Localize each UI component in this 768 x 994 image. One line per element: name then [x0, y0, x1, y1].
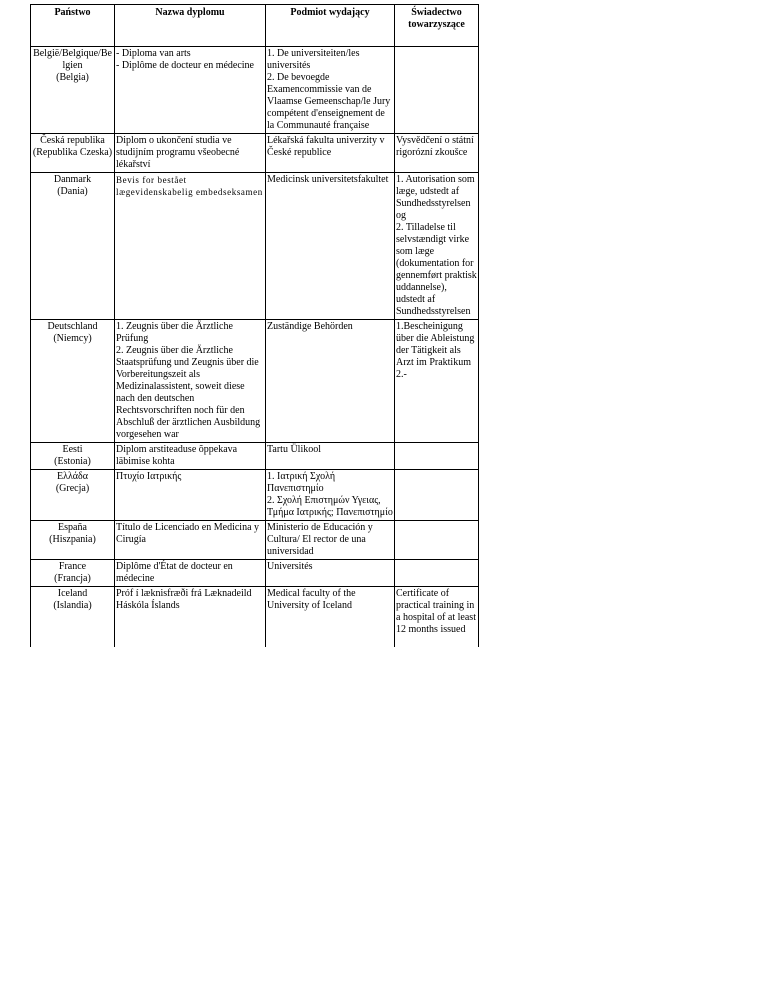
issuer-cell: [266, 587, 395, 647]
certificate-cell: [395, 470, 479, 521]
certificate-text: Vysvědčení o státní rigorózní zkoušce: [396, 135, 474, 158]
diploma-text: 1. Zeugnis über die Ärztliche Prüfung 2. Zeugnis über die Ärztliche Staatsprüfung und Zeugnis über die Vorbereitungszeit als Medizinalassistent, soweit diese nach den deutschen Rechtsvorschriften noch für den Abschluß der ärztlichen Ausbildung vorgesehen war: [116, 321, 261, 440]
country-cell: [31, 470, 115, 521]
country-cell: [31, 320, 115, 443]
certificate-text: Certificate of practical training in a hospital of at least 12 months issued: [396, 588, 476, 635]
certificate-text: 1. Autorisation som læge, udstedt af Sundhedsstyrelsen og 2. Tilladelse til selvstændigt virke som læge (dokumentation for gennemført praktisk uddannelse), udstedt af Sundhedsstyrelsen: [396, 174, 477, 317]
diploma-cell: [115, 47, 266, 134]
table-row: [31, 320, 479, 443]
document-page: [30, 4, 478, 635]
issuer-cell: [266, 470, 395, 521]
country-cell: [31, 443, 115, 470]
table-row: [31, 173, 479, 320]
issuer-cell: [266, 560, 395, 587]
country-text: France (Francja): [54, 561, 91, 584]
table-header-row: [31, 5, 479, 47]
certificate-cell: [395, 443, 479, 470]
issuer-text: 1. De universiteiten/les universités 2. De bevoegde Examencommissie van de Vlaamse Gemeenschap/le Jury compétent d'enseignement de la Communauté française: [267, 48, 391, 131]
certificate-cell: [395, 560, 479, 587]
certificate-cell: [395, 173, 479, 320]
country-cell: [31, 521, 115, 560]
issuer-text: Tartu Ülikool: [267, 444, 322, 455]
country-cell: [31, 587, 115, 647]
diploma-table: [30, 4, 479, 647]
certificate-cell: [395, 521, 479, 560]
header-certificate: Świadectwo towarzyszące: [395, 5, 479, 47]
diploma-cell: [115, 134, 266, 173]
diploma-text: Πτυχίο Ιατρικής: [116, 471, 182, 482]
country-cell: [31, 173, 115, 320]
diploma-cell: [115, 587, 266, 647]
country-text: Danmark (Dania): [53, 174, 92, 197]
issuer-text: Lékařská fakulta univerzity v České republice: [267, 135, 385, 158]
diploma-cell: [115, 470, 266, 521]
issuer-cell: [266, 443, 395, 470]
certificate-text: 1.Bescheinigung über die Ableistung der Tätigkeit als Arzt im Praktikum 2.-: [396, 321, 475, 380]
diploma-cell: [115, 173, 266, 320]
table-row: [31, 134, 479, 173]
country-text: Ελλάδα (Grecja): [55, 471, 90, 494]
diploma-text: Diplôme d'État de docteur en médecine: [116, 561, 233, 584]
table-row: [31, 560, 479, 587]
issuer-text: Medical faculty of the University of Iceland: [267, 588, 356, 611]
country-text: Iceland (Islandia): [53, 588, 92, 611]
country-text: Eesti (Estonia): [54, 444, 91, 467]
issuer-cell: [266, 521, 395, 560]
certificate-cell: [395, 47, 479, 134]
certificate-cell: [395, 320, 479, 443]
header-country: Państwo: [31, 5, 115, 47]
country-cell: [31, 134, 115, 173]
certificate-cell: [395, 587, 479, 647]
issuer-text: Zuständige Behörden: [267, 321, 353, 332]
diploma-text: Próf í læknisfræði frá Læknadeild Háskóla Íslands: [116, 588, 252, 611]
country-text: Česká republika (Republika Czeska): [32, 135, 113, 158]
table-row: [31, 521, 479, 560]
issuer-text: Ministerio de Educación y Cultura/ El rector de una universidad: [267, 522, 373, 557]
table-row: [31, 470, 479, 521]
diploma-text: Título de Licenciado en Medicina y Cirugía: [116, 522, 260, 545]
diploma-text: Diplom arstiteaduse õppekava läbimise kohta: [116, 444, 238, 467]
issuer-cell: [266, 47, 395, 134]
diploma-cell: [115, 560, 266, 587]
issuer-cell: [266, 173, 395, 320]
issuer-cell: [266, 134, 395, 173]
country-text: Deutschland (Niemcy): [47, 321, 98, 344]
issuer-text: Medicinsk universitetsfakultet: [267, 174, 389, 185]
diploma-cell: [115, 521, 266, 560]
table-row: [31, 443, 479, 470]
certificate-cell: [395, 134, 479, 173]
table-row: [31, 47, 479, 134]
issuer-cell: [266, 320, 395, 443]
diploma-cell: [115, 443, 266, 470]
issuer-text: 1. Ιατρική Σχολή Πανεπιστημίο 2. Σχολή Επιστημών Υγειας, Τμήμα Ιατρικής; Πανεπιστημίο: [267, 471, 393, 518]
country-text: España (Hiszpania): [49, 522, 96, 545]
country-cell: [31, 47, 115, 134]
diploma-text: - Diploma van arts - Diplôme de docteur en médecine: [116, 48, 254, 71]
country-cell: [31, 560, 115, 587]
header-diploma: Nazwa dyplomu: [115, 5, 266, 47]
diploma-text: Bevis for bestået lægevidenskabelig embedseksamen: [116, 175, 263, 197]
issuer-text: Universités: [267, 561, 313, 572]
diploma-cell: [115, 320, 266, 443]
table-row: [31, 587, 479, 647]
diploma-text: Diplom o ukončení studia ve studijním programu všeobecné lékařství: [116, 135, 240, 170]
country-text: België/Belgique/Belgien (Belgia): [33, 48, 112, 83]
header-issuer: Podmiot wydający: [266, 5, 395, 47]
